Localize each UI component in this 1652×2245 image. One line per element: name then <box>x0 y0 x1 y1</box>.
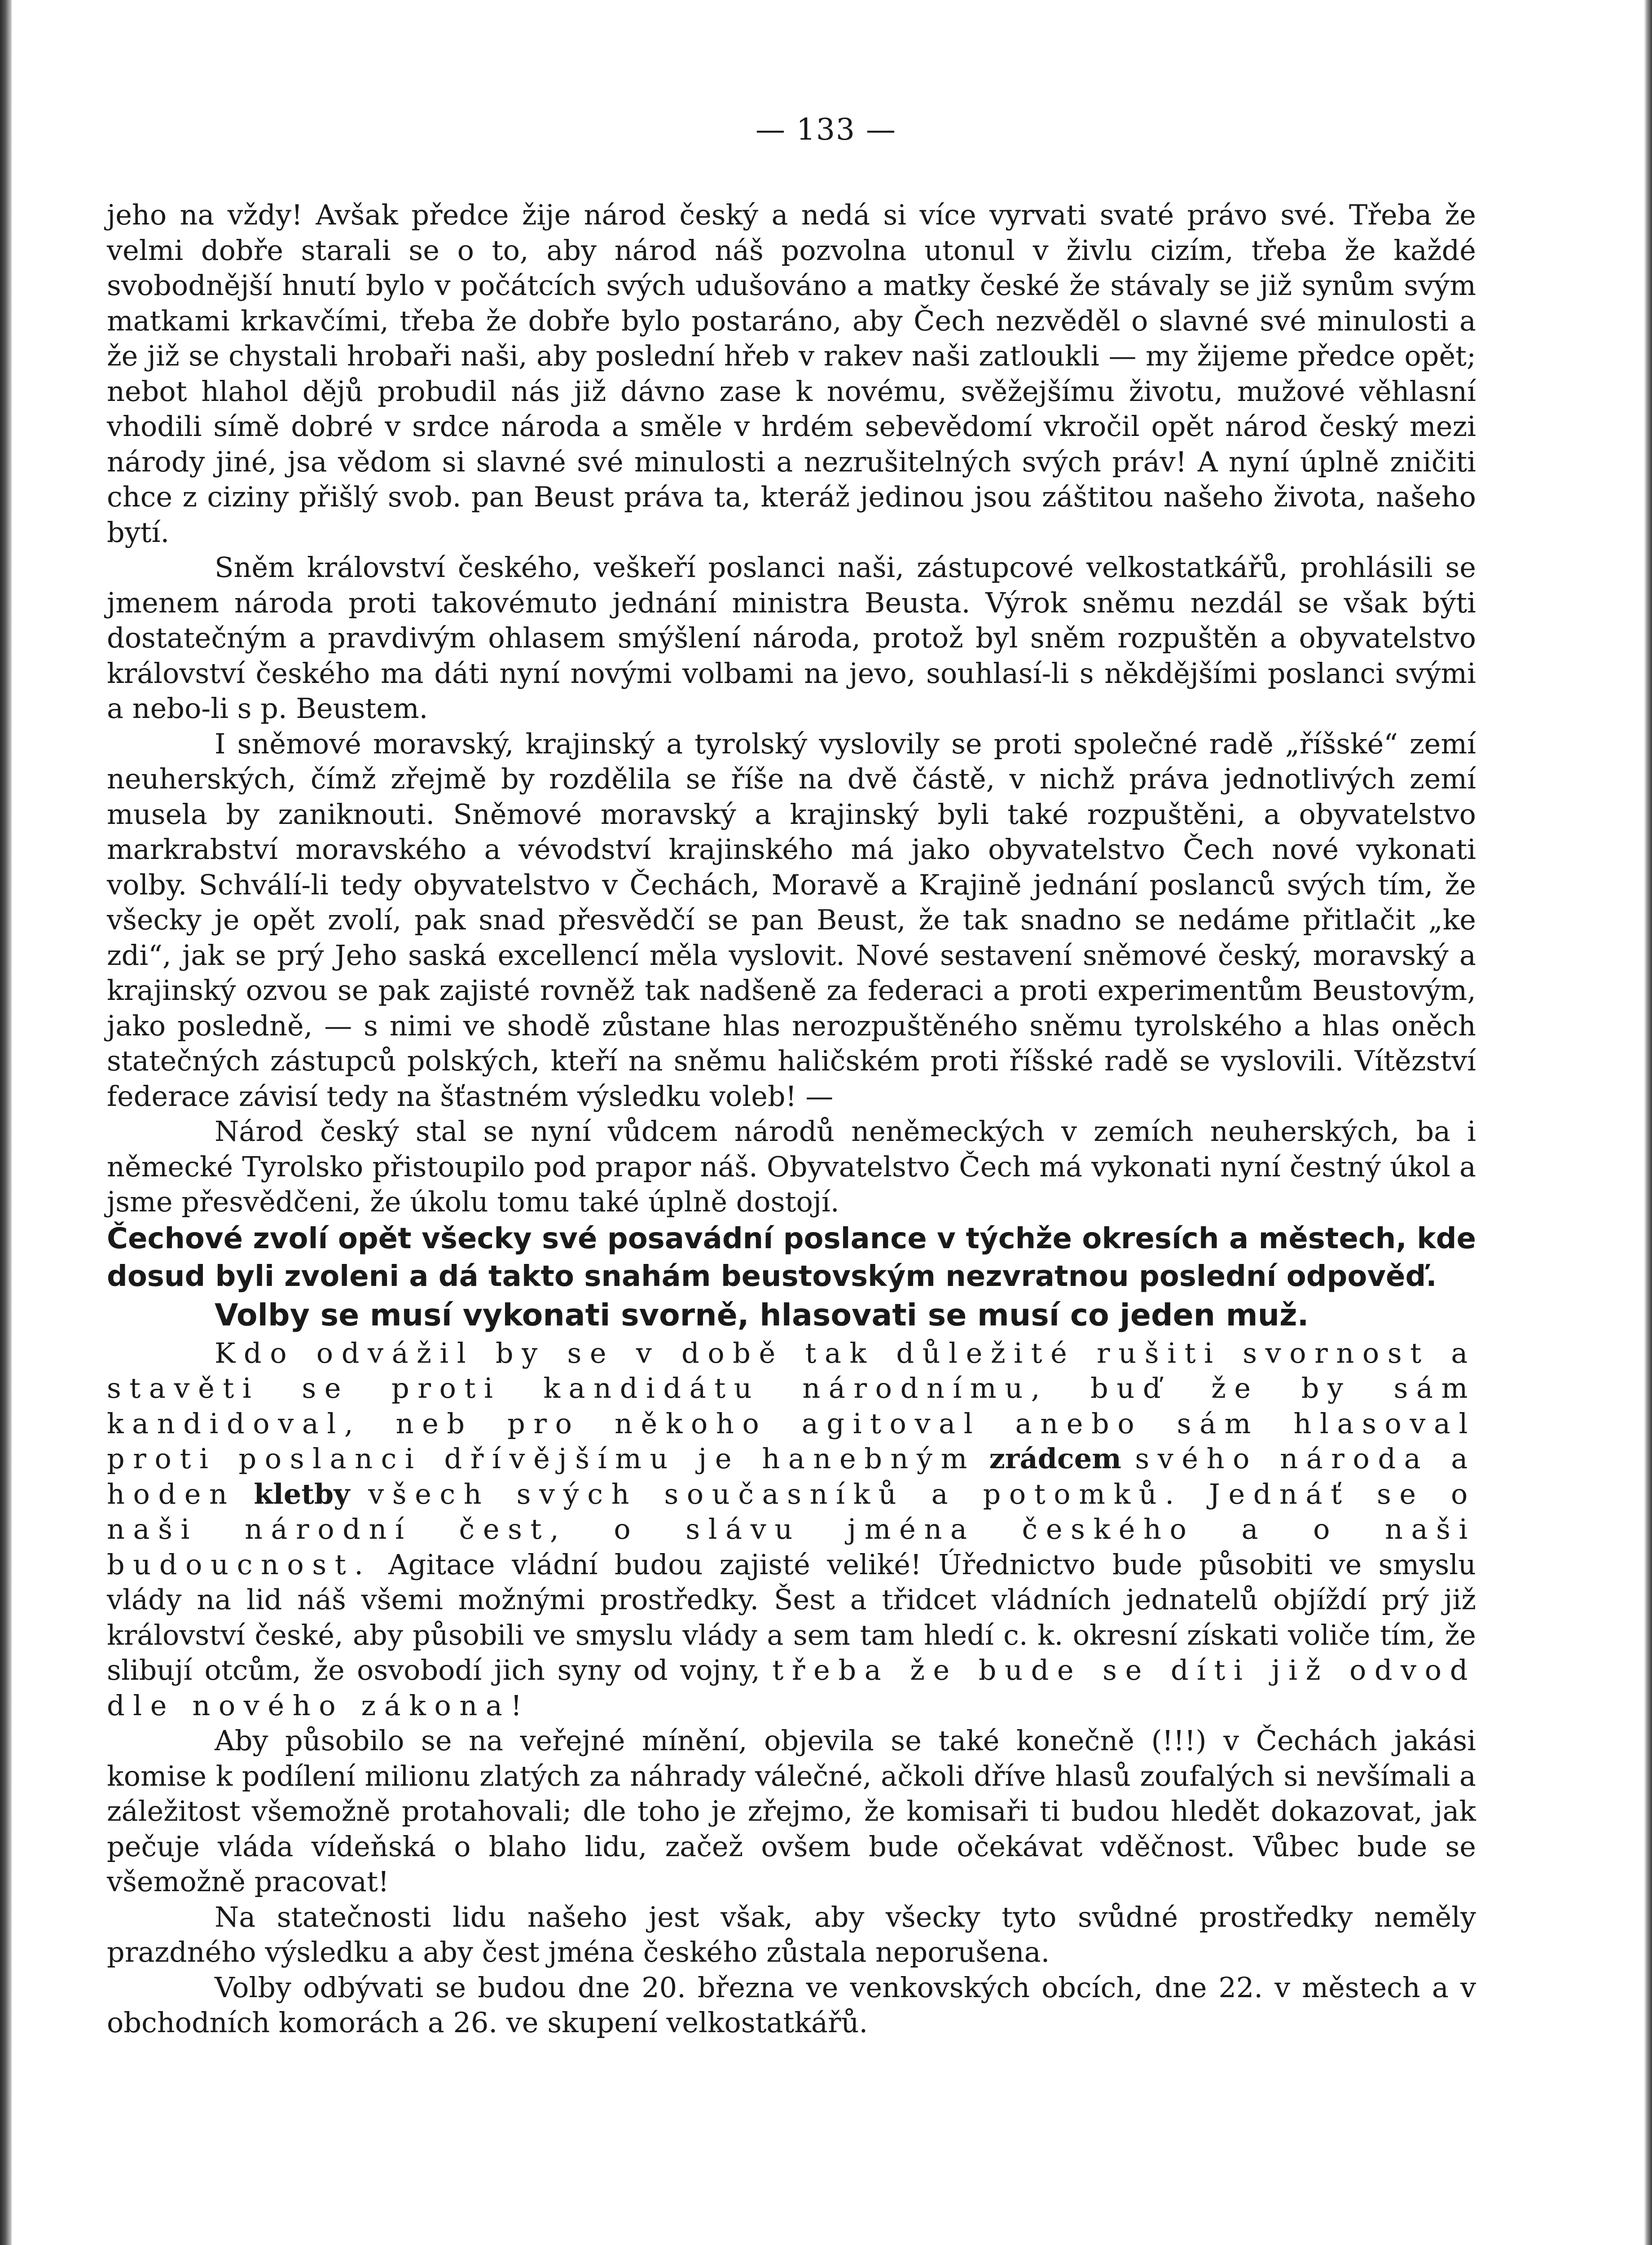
paragraph-1: jeho na vždy! Avšak předce žije národ český a nedá si více vyrvati svaté právo své. Třeba že velmi dobře starali se o to, aby národ náš pozvolna utonul v živlu cizím, třeba že každé svobodnější hnutí bylo v počátcích svých udušováno a matky české že stávaly se již synům svým matkami krkavčími, třeba že dobře bylo postaráno, aby Čech nezvěděl o slavné své minulosti a že již se chystali hrobaři naši, aby poslední hřeb v rakev naši zatloukli — my žijeme předce opět; nebot hlahol dějů probudil nás již dávno zase k novému, svěžejšímu životu, mužové věhlasní vhodili símě dobré v srdce národa a směle v hrdém sebevědomí vkročil opět národ český mezi národy jiné, jsa vědom si slavné své minulosti a nezrušitelných svých práv! A nyní úplně zničiti chce z ciziny přišlý svob. pan Beust práva ta, kteráž jedinou jsou záštitou našeho života, našeho bytí. <box>107 198 1476 549</box>
paragraph-5: Aby působilo se na veřejné mínění, objevila se také konečně (!!!) v Čechách jakási komise k podílení milionu zlatých za náhrady válečné, ačkoli dříve hlasů zoufalých si nevšímali a záležitost všemožně protahovali; dle toho je zřejmo, že komisaři ti budou hledět dokazovat, jak pečuje vláda vídeňská o blaho lidu, začež ovšem bude očekávat vděčnost. Vůbec bude se všemožně pracovat! <box>107 1724 1476 1898</box>
scan-right-edge <box>1644 0 1652 2245</box>
headline-candidates: Čechové zvolí opět všecky své posavádní poslance v týchže okresích a městech, kde dosud byli zvoleni a dá takto snahám beustovským nezvratnou poslední odpověď. <box>107 1222 1476 1293</box>
appeal-word-traitor: zrádcem <box>989 1442 1121 1475</box>
paragraph-4: Národ český stal se nyní vůdcem národů neněmeckých v zemích neuherských, ba i německé Tyrolsko přistoupilo pod prapor náš. Obyvatelstvo Čech má vykonati nyní čestný úkol a jsme přesvědčeni, že úkolu tomu také úplně dostojí. <box>107 1115 1476 1218</box>
appeal-word-curse: kletby <box>254 1477 350 1510</box>
headline-unity: Volby se musí vykonati svorně, hlasovati se musí co jeden muž. <box>215 1297 1309 1333</box>
paragraph-6: Na statečnosti lidu našeho jest však, aby všecky tyto svůdné prostředky neměly prazdného výsledku a aby čest jména českého zůstala neporušena. <box>107 1900 1476 1968</box>
scan-left-edge <box>0 0 12 2245</box>
page-number: — 133 — <box>756 112 896 147</box>
appeal-text-5: třeba že bude se díti již odvod dle nového zákona! <box>107 1654 1476 1722</box>
appeal-text-2: svého národa a hoden <box>107 1442 1476 1510</box>
paragraph-7: Volby odbývati se budou dne 20. března ve venkovských obcích, dne 22. v městech a v obchodních komorách a 26. ve skupení velkostatkářů. <box>107 1971 1476 2039</box>
appeal-text-3: všech svých současníků a potomků. Jednáť se o naši národní čest, o slávu jména českého a o naši budoucnost. <box>107 1477 1476 1581</box>
paragraph-3: I sněmové moravský, krajinský a tyrolský vyslovily se proti společné radě „říšské“ zemí neuherských, čímž zřejmě by rozdělila se říše na dvě částě, v nichž práva jednotlivých zemí musela by zaniknouti. Sněmové moravský a krajinský byli také rozpuštěni, a obyvatelstvo markrabství moravského a vévodství krajinského má jako obyvatelstvo Čech nové vykonati volby. Schválí-li tedy obyvatelstvo v Čechách, Moravě a Krajině jednání poslanců svých tím, že všecky je opět zvolí, pak snad přesvědčí se pan Beust, že tak snadno se nedáme přitlačit „ke zdi“, jak se prý Jeho saská excellencí měla vyslovit. Nové sestavení sněmové český, moravský a krajinský ozvou se pak zajisté rovněž tak nadšeně za federaci a proti experimentům Beustovým, jako posledně, — s nimi ve shodě zůstane hlas nerozpuštěného sněmu tyrolského a hlas oněch statečných zástupců polských, kteří na sněmu haličském proti říšské radě se vyslovili. Vítězství federace závisí tedy na šťastném výsledku voleb! — <box>107 727 1476 1113</box>
document-body <box>107 198 1476 2041</box>
paragraph-2: Sněm království českého, veškeří poslanci naši, zástupcové velkostatkářů, prohlásili se jmenem národa proti takovémuto jednání ministra Beusta. Výrok sněmu nezdál se však býti dostatečným a pravdivým ohlasem smýšlení národa, protož byl sněm rozpuštěn a obyvatelstvo království českého ma dáti nyní novými volbami na jevo, souhlasí-li s někdějšími poslanci svými a nebo-li s p. Beustem. <box>107 551 1476 725</box>
paragraph-appeal <box>107 1336 1476 1724</box>
appeal-text-4: Agitace vládní budou zajisté veliké! Úřednictvo bude působiti ve smyslu vlády na lid náš všemi možnými prostředky. Šest a třidcet vládních jednatelů objíždí prý již království české, aby působili ve smyslu vlády a sem tam hledí c. k. okresní získati voliče tím, že slibují otcům, že osvobodí jich syny od vojny, <box>107 1548 1476 1686</box>
appeal-text-1: Kdo odvážil by se v době tak důležité rušiti svornost a stavěti se proti kandidátu národnímu, buď že by sám kandidoval, neb pro někoho agitoval anebo sám hlasoval proti poslanci dřívějšímu je hanebným <box>107 1336 1476 1475</box>
